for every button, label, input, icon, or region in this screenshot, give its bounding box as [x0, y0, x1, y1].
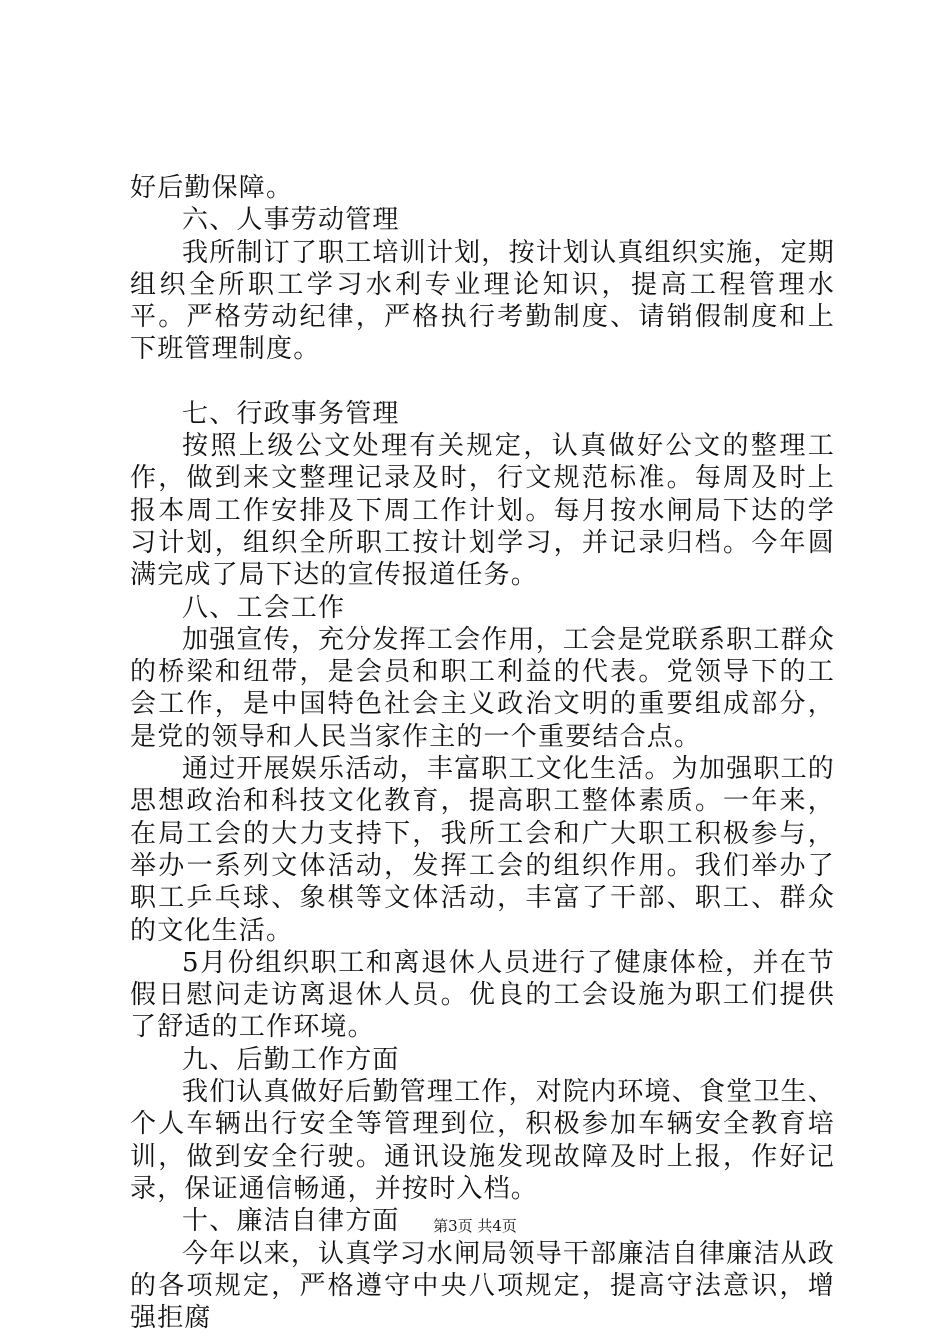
paragraph-integrity: 今年以来，认真学习水闸局领导干部廉洁自律廉洁从政的各项规定，严格遵守中央八项规定，提高守法意识，增强拒腐 — [130, 1238, 835, 1334]
section-heading-union: 八、工会工作 — [182, 592, 346, 623]
section-heading-logistics: 九、后勤工作方面 — [182, 1044, 400, 1075]
document-body — [130, 172, 835, 1334]
paragraph-administration: 按照上级公文处理有关规定，认真做好公文的整理工作，做到来文整理记录及时，行文规范标准。每周及时上报本周工作安排及下周工作计划。每月按水闸局下达的学习计划，组织全所职工按计划学习，并记录归档。今年圆满完成了局下达的宣传报道任务。 — [130, 431, 835, 591]
paragraph-personnel: 我所制订了职工培训计划，按计划认真组织实施，定期组织全所职工学习水利专业理论知识，提高工程管理水平。严格劳动纪律，严格执行考勤制度、请销假制度和上下班管理制度。 — [130, 237, 835, 365]
section-heading-administration: 七、行政事务管理 — [182, 398, 400, 429]
page-number-footer: 第3页 共4页 — [433, 1217, 517, 1235]
paragraph-union-1: 加强宣传，充分发挥工会作用，工会是党联系职工群众的桥梁和纽带，是会员和职工利益的代表。党领导下的工会工作，是中国特色社会主义政治文明的重要组成部分，是党的领导和人民当家作主的一个重要结合点。 — [130, 624, 835, 752]
section-heading-integrity: 十、廉洁自律方面 — [182, 1206, 400, 1237]
section-heading-personnel: 六、人事劳动管理 — [182, 205, 400, 236]
paragraph-continuation: 好后勤保障。 — [130, 173, 294, 203]
paragraph-union-3: 5月份组织职工和离退休人员进行了健康体检，并在节假日慰问走访离退休人员。优良的工会设施为职工们提供了舒适的工作环境。 — [130, 947, 835, 1043]
paragraph-union-2: 通过开展娱乐活动，丰富职工文化生活。为加强职工的思想政治和科技文化教育，提高职工整体素质。一年来，在局工会的大力支持下，我所工会和广大职工积极参与，举办一系列文体活动，发挥工会的组织作用。我们举办了职工乒乓球、象棋等文体活动，丰富了干部、职工、群众的文化生活。 — [130, 754, 835, 946]
paragraph-logistics: 我们认真做好后勤管理工作，对院内环境、食堂卫生、个人车辆出行安全等管理到位，积极参加车辆安全教育培训，做到安全行驶。通讯设施发现故障及时上报，作好记录，保证通信畅通，并按时入档。 — [130, 1077, 835, 1204]
